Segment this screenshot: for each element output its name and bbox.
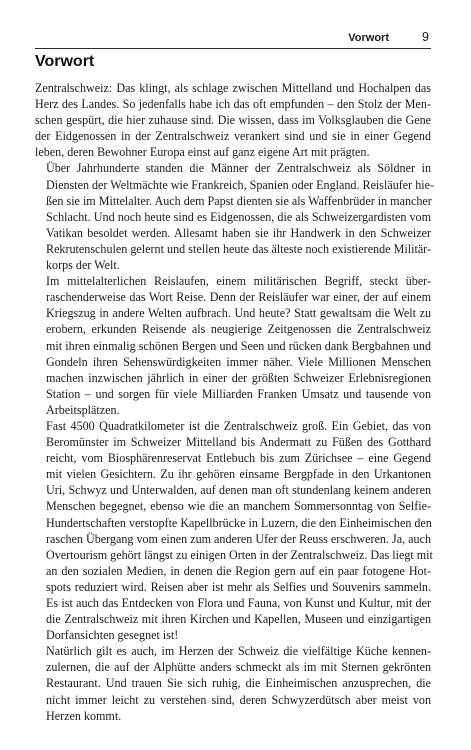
text-line: spots reduziert wird. Reisen aber ist mehr als Selfies und Souvenirs sammeln. bbox=[46, 579, 431, 594]
text-line: Dorfansichten gesegnet ist! bbox=[46, 628, 179, 643]
text-line: Diensten der Weltmächte wie Frankreich, Spanien oder England. Reisläufer hie- bbox=[46, 177, 435, 192]
text-line: Kriegszug in andere Welten aufbrach. Und heute? Statt gewaltsam die Welt zu bbox=[46, 306, 431, 321]
running-head-section: Vorwort bbox=[348, 32, 389, 44]
text-line: zulernen, die auf der Alphütte anders schmeckt als im mit Sternen gekrönten bbox=[46, 660, 431, 675]
text-line: Station – und sorgen für viele Milliarden Franken Umsatz und tausende von bbox=[46, 386, 431, 401]
paragraph bbox=[35, 80, 431, 160]
text-line: Herz des Landes. So jedenfalls habe ich das oft empfunden – den Stolz der Men- bbox=[35, 97, 431, 112]
text-line: Arbeitsplätzen. bbox=[46, 402, 120, 417]
chapter-title: Vorwort bbox=[35, 53, 95, 70]
text-line: reicht, vom Biosphärenreservat Entlebuch bis zum Zürichsee – eine Gegend bbox=[46, 451, 431, 466]
text-line: der Eidgenossen in der Zentralschweiz verankert sind und sie in einer Gegend bbox=[35, 129, 431, 144]
text-line: Zentralschweiz: Das klingt, als schlage zwischen Mittelland und Hochalpen das bbox=[35, 81, 431, 95]
text-line: mit vielen Gesichtern. Zu ihr gehören einsame Bergpfade in den Urkantonen bbox=[46, 467, 431, 482]
text-line: Schlacht. Und noch heute sind es Eidgenossen, die als Schweizergardisten vom bbox=[46, 209, 431, 224]
page-number: 9 bbox=[422, 30, 429, 44]
text-line: schen gespürt, die hier zuhause sind. Die wissen, dass im Volksglauben die Gene bbox=[35, 113, 431, 128]
text-line: Hundertschaften verstopfte Kapellbrücke in Luzern, die den Einheimischen den bbox=[46, 515, 432, 530]
text-line: korps der Welt. bbox=[46, 258, 120, 273]
text-line: Overtourism gehört längst zu einigen Orten in der Zentralschweiz. Das liegt mit bbox=[46, 547, 433, 562]
text-line: nicht immer leicht zu verstehen sind, deren Schwyzerdütsch aber meist von bbox=[46, 692, 431, 707]
text-line: Über Jahrhunderte standen die Männer der Zentralschweiz als Söldner in bbox=[46, 161, 431, 176]
text-line: Vatikan besoldet werden. Allesamt haben sie ihr Handwerk in den Schweizer bbox=[46, 225, 431, 240]
paragraph bbox=[35, 418, 431, 643]
text-line: Uri, Schwyz und Unterwalden, auf denen man oft stundenlang keinem anderen bbox=[46, 483, 431, 498]
text-line: Rekrutenschulen gelernt und stellen heute das älteste noch existierende Militär- bbox=[46, 241, 431, 256]
running-head bbox=[35, 30, 431, 49]
text-line: erobern, erkunden Reisende als neugierige Zeitgenossen die Zentralschweiz bbox=[46, 322, 431, 337]
text-line: Restaurant. Und trauen Sie sich ruhig, die Einheimischen anzusprechen, die bbox=[46, 676, 431, 691]
text-line: Beromünster im Schweizer Mittelland bis Andermatt zu Füßen des Gotthard bbox=[46, 435, 431, 450]
text-line: an den sozialen Medien, in denen die Region gern auf ein paar fotogene Hot- bbox=[46, 563, 431, 578]
paragraph bbox=[35, 160, 435, 273]
text-line: Im mittelalterlichen Reislaufen, einem militärischen Begriff, steckt über- bbox=[46, 274, 431, 289]
text-line: raschenderweise das Wort Reise. Denn der Reisläufer war einer, der auf einem bbox=[46, 290, 431, 305]
text-line: Herzen kommt. bbox=[46, 708, 122, 723]
text-line: Fast 4500 Quadratkilometer ist die Zentralschweiz groß. Ein Gebiet, das von bbox=[46, 418, 431, 433]
text-line: ßen sie im Mittelalter. Auch dem Papst dienten sie als Waffenbrüder in mancher bbox=[46, 193, 432, 208]
text-line: raschen Übergang vom einen zum anderen Ufer der Reuss erschweren. Ja, auch bbox=[46, 531, 431, 546]
text-line: Es ist auch das Entdecken von Flora und Fauna, von Kunst und Kultur, mit der bbox=[46, 596, 431, 610]
text-line: leben, deren Bewohner Europa einst auf ganz eigene Art mit prägten. bbox=[35, 145, 370, 160]
body-text bbox=[35, 80, 435, 724]
text-line: Natürlich gilt es auch, im Herzen der Schweiz die vielfältige Küche kennen- bbox=[46, 644, 431, 659]
paragraph bbox=[35, 643, 431, 723]
text-line: Menschen begegnet, ebenso wie die an manchem Sommersonntag von Selfie- bbox=[46, 499, 431, 514]
text-line: mit ihren einmalig schönen Bergen und Seen und rücken dank Bergbahnen und bbox=[46, 338, 431, 353]
text-line: die Zentralschweiz mit ihren Kirchen und Kapellen, Museen und einzigartigen bbox=[46, 612, 431, 627]
text-line: machen inzwischen jährlich in einer der größten Schweizer Erlebnisregionen bbox=[46, 370, 431, 385]
paragraph bbox=[35, 273, 431, 418]
text-line: Gondeln ihren Sehenswürdigkeiten immer näher. Viele Millionen Menschen bbox=[46, 354, 431, 369]
